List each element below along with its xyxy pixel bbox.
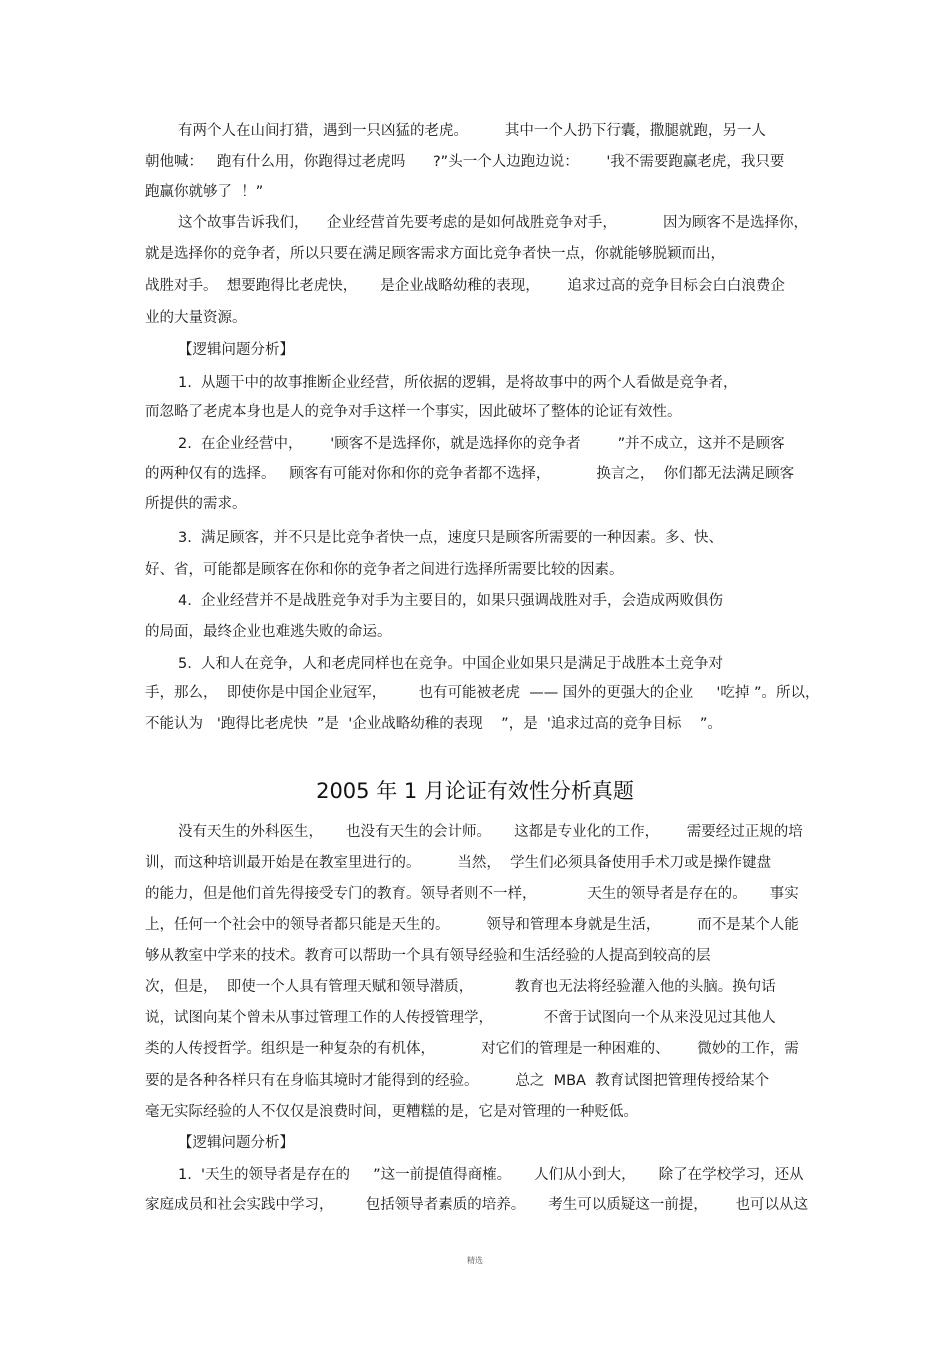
analysis-line: 1. '天生的领导者是存在的 ”这一前提值得商榷。 人们从小到大， 除了在学校学习，还从 (178, 1167, 804, 1183)
analysis-title: 【逻辑问题分析】 (178, 342, 294, 358)
passage-line: 毫无实际经验的人不仅仅是浪费时间，更糟糕的是，它是对管理的一种贬低。 (145, 1104, 638, 1120)
analysis-line: 4. 企业经营并不是战胜竞争对手为主要目的，如果只强调战胜对手，会造成两败俱伤 (178, 593, 724, 609)
story-line: 就是选择你的竞争者，所以只要在满足顾客需求方面比竞争者快一点，你就能够脱颖而出， (145, 246, 725, 262)
analysis-line: 不能认为 '跑得比老虎快 ”是 '企业战略幼稚的表现 ”，是 '追求过高的竞争目标 ”。 (145, 716, 722, 732)
passage-line: 训，而这种培训最开始是在教室里进行的。 当然， 学生们必须具备使用手术刀或是操作键盘 (145, 855, 772, 871)
page-footer: 精选 (467, 1256, 483, 1265)
story-line: 业的大量资源。 (145, 310, 247, 326)
analysis-line: 好、省，可能都是顾客在你和你的竞争者之间进行选择所需要比较的因素。 (145, 562, 624, 578)
passage-line: 说，试图向某个曾未从事过管理工作的人传授管理学， 不啻于试图向一个从来没见过其他人 (145, 1010, 776, 1026)
passage-line: 上，任何一个社会中的领导者都只能是天生的。 领导和管理本身就是生活， 而不是某个人能 (145, 917, 799, 933)
story-line: 朝他喊： 跑有什么用，你跑得过老虎吗 ?”头一个人边跑边说： '我不需要跑赢老虎，我只要 (145, 154, 785, 170)
passage-line: 类的人传授哲学。组织是一种复杂的有机体， 对它们的管理是一种困难的、 微妙的工作，需 (145, 1041, 799, 1057)
analysis-line: 手，那么， 即使你是中国企业冠军， 也有可能被老虎 —— 国外的更强大的企业 '吃掉 ”。所以， (145, 685, 820, 701)
analysis-line: 的局面，最终企业也难逃失败的命运。 (145, 624, 392, 640)
story-line: 战胜对手。 想要跑得比老虎快， 是企业战略幼稚的表现， 追求过高的竞争目标会白白浪费企 (145, 278, 785, 294)
analysis-line: 的两种仅有的选择。 顾客有可能对你和你的竞争者都不选择， 换言之， 你们都无法满足顾客 (145, 466, 795, 482)
analysis-line: 5. 人和人在竞争，人和老虎同样也在竞争。中国企业如果只是满足于战胜本土竞争对 (178, 656, 724, 672)
passage-line: 要的是各种各样只有在身临其境时才能得到的经验。 总之 MBA 教育试图把管理传授给某个 (145, 1073, 770, 1089)
passage-line: 够从教室中学来的技术。教育可以帮助一个具有领导经验和生活经验的人提高到较高的层 (145, 948, 711, 964)
analysis-title: 【逻辑问题分析】 (178, 1135, 294, 1151)
passage-line: 没有天生的外科医生， 也没有天生的会计师。 这都是专业化的工作， 需要经过正规的培 (178, 824, 803, 840)
analysis-line: 而忽略了老虎本身也是人的竞争对手这样一个事实，因此破坏了整体的论证有效性。 (145, 404, 682, 420)
analysis-line: 2. 在企业经营中， '顾客不是选择你，就是选择你的竞争者 ”并不成立，这并不是顾客 (178, 436, 785, 452)
analysis-line: 家庭成员和社会实践中学习， 包括领导者素质的培养。 考生可以质疑这一前提， 也可以从这 (145, 1197, 808, 1213)
story-line: 跑赢你就够了 ！” (145, 184, 264, 200)
analysis-line: 3. 满足顾客，并不只是比竞争者快一点，速度只是顾客所需要的一种因素。多、快、 (178, 530, 724, 546)
story-line: 有两个人在山间打猎，遇到一只凶猛的老虎。 其中一个人扔下行囊，撒腿就跑，另一人 (178, 123, 766, 139)
story-line: 这个故事告诉我们， 企业经营首先要考虑的是如何战胜竞争对手， 因为顾客不是选择你， (178, 215, 809, 231)
passage-line: 次，但是， 即使一个人具有管理天赋和领导潜质， 教育也无法将经验灌入他的头脑。换句话 (145, 979, 776, 995)
analysis-line: 所提供的需求。 (145, 496, 247, 512)
section-heading: 2005 年 1 月论证有效性分析真题 (316, 779, 634, 803)
passage-line: 的能力，但是他们首先得接受专门的教育。领导者则不一样， 天生的领导者是存在的。 事实 (145, 886, 799, 902)
analysis-line: 1. 从题干中的故事推断企业经营，所依据的逻辑，是将故事中的两个人看做是竞争者， (178, 375, 738, 391)
